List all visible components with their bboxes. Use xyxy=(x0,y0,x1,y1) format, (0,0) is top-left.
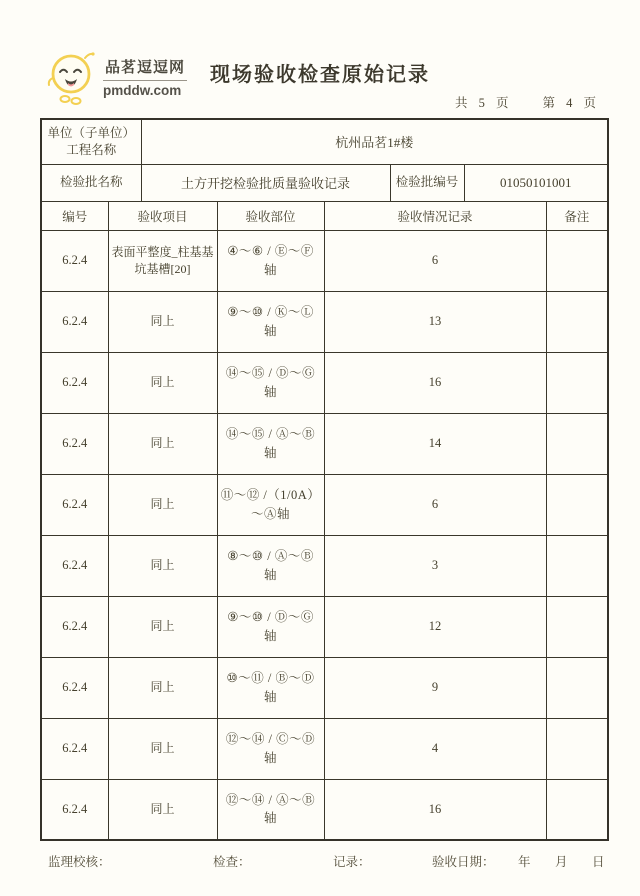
location-line2: ～Ⓐ轴 xyxy=(251,506,291,521)
row-record-cell: 16 xyxy=(324,352,546,413)
row-item-cell: 同上 xyxy=(108,657,217,718)
table-row xyxy=(41,779,608,840)
acceptance-date-label: 验收日期： xyxy=(432,855,495,869)
unit-name-row xyxy=(41,119,608,164)
page-number-info xyxy=(455,93,600,111)
row-record-cell: 9 xyxy=(324,657,546,718)
location-line1: ⑭～⑮ / Ⓐ～Ⓑ xyxy=(225,426,316,441)
location-line1: ④～⑥ / Ⓔ～Ⓕ xyxy=(227,243,314,258)
row-record-cell: 14 xyxy=(324,413,546,474)
row-item-cell: 同上 xyxy=(108,596,217,657)
location-line2: 轴 xyxy=(264,811,278,826)
row-location-cell xyxy=(217,718,324,779)
row-no-cell: 6.2.4 xyxy=(41,779,108,840)
unit-name-label xyxy=(41,119,141,164)
location-line1: ⑫～⑭ / Ⓒ～Ⓓ xyxy=(225,731,316,746)
location-line2: 轴 xyxy=(264,689,278,704)
row-item-cell: 同上 xyxy=(108,718,217,779)
table-row xyxy=(41,535,608,596)
supervisor-check-label: 监理校核： xyxy=(48,855,111,869)
row-location-cell xyxy=(217,413,324,474)
row-location-cell xyxy=(217,474,324,535)
current-page-label: 第 4 页 xyxy=(542,96,600,110)
table-row xyxy=(41,718,608,779)
row-remark-cell xyxy=(546,413,608,474)
row-item-cell: 同上 xyxy=(108,352,217,413)
row-no-cell: 6.2.4 xyxy=(41,352,108,413)
row-remark-cell xyxy=(546,596,608,657)
table-row xyxy=(41,474,608,535)
batch-no-label: 检验批编号 xyxy=(390,164,464,201)
row-record-cell: 3 xyxy=(324,535,546,596)
table-row xyxy=(41,657,608,718)
row-no-cell: 6.2.4 xyxy=(41,413,108,474)
signature-footer xyxy=(40,852,611,872)
location-line1: ⑨～⑩ / Ⓓ～Ⓖ xyxy=(227,609,314,624)
row-no-cell: 6.2.4 xyxy=(41,230,108,291)
location-line2: 轴 xyxy=(264,323,278,338)
row-no-cell: 6.2.4 xyxy=(41,535,108,596)
location-line2: 轴 xyxy=(264,262,278,277)
row-record-cell: 6 xyxy=(324,230,546,291)
total-pages-label: 共 5 页 xyxy=(454,96,513,110)
location-line2: 轴 xyxy=(264,628,278,643)
location-line1: ⑧～⑩ / Ⓐ～Ⓑ xyxy=(227,548,314,563)
table-row xyxy=(41,230,608,291)
location-line1: ⑪～⑫ /（1/0A） xyxy=(220,487,321,502)
row-remark-cell xyxy=(546,718,608,779)
col-header-item: 验收项目 xyxy=(108,201,217,230)
location-line1: ⑩～⑪ / Ⓑ～Ⓓ xyxy=(226,670,315,685)
location-line1: ⑭～⑮ / Ⓓ～Ⓖ xyxy=(225,365,316,380)
row-location-cell xyxy=(217,596,324,657)
row-record-cell: 12 xyxy=(324,596,546,657)
row-remark-cell xyxy=(546,291,608,352)
row-item-cell: 同上 xyxy=(108,474,217,535)
batch-no-value: 01050101001 xyxy=(464,164,608,201)
location-line1: ⑨～⑩ / Ⓚ～Ⓛ xyxy=(227,304,314,319)
row-remark-cell xyxy=(546,535,608,596)
table-row xyxy=(41,291,608,352)
row-record-cell: 13 xyxy=(324,291,546,352)
location-line2: 轴 xyxy=(264,445,278,460)
logo-site-url: pmddw.com xyxy=(103,83,182,98)
acceptance-date-value: 年 月 日 xyxy=(518,855,611,869)
row-record-cell: 6 xyxy=(324,474,546,535)
row-record-cell: 4 xyxy=(324,718,546,779)
record-table xyxy=(40,118,609,841)
row-item-cell: 同上 xyxy=(108,291,217,352)
col-header-no: 编号 xyxy=(41,201,108,230)
row-item-cell: 同上 xyxy=(108,413,217,474)
row-location-cell xyxy=(217,352,324,413)
location-line2: 轴 xyxy=(264,567,278,582)
batch-name-value: 土方开挖检验批质量验收记录 xyxy=(141,164,390,201)
table-row xyxy=(41,413,608,474)
col-header-remark: 备注 xyxy=(546,201,608,230)
row-no-cell: 6.2.4 xyxy=(41,657,108,718)
logo-site-name: 品茗逗逗网 xyxy=(103,56,187,81)
row-remark-cell xyxy=(546,352,608,413)
location-line1: ⑫～⑭ / Ⓐ～Ⓑ xyxy=(225,792,316,807)
row-remark-cell xyxy=(546,474,608,535)
row-no-cell: 6.2.4 xyxy=(41,474,108,535)
row-remark-cell xyxy=(546,657,608,718)
col-header-location: 验收部位 xyxy=(217,201,324,230)
inspector-label: 检查： xyxy=(213,855,251,869)
location-line2: 轴 xyxy=(264,750,278,765)
batch-name-label: 检验批名称 xyxy=(41,164,141,201)
row-item-cell: 表面平整度_柱基基坑基槽[20] xyxy=(108,230,217,291)
page-title: 现场验收检查原始记录 xyxy=(210,64,430,86)
column-header-row xyxy=(41,201,608,230)
row-location-cell xyxy=(217,535,324,596)
row-no-cell: 6.2.4 xyxy=(41,596,108,657)
row-item-cell: 同上 xyxy=(108,779,217,840)
row-no-cell: 6.2.4 xyxy=(41,718,108,779)
row-record-cell: 16 xyxy=(324,779,546,840)
row-no-cell: 6.2.4 xyxy=(41,291,108,352)
row-remark-cell xyxy=(546,779,608,840)
recorder-label: 记录： xyxy=(333,855,371,869)
row-location-cell xyxy=(217,291,324,352)
row-item-cell: 同上 xyxy=(108,535,217,596)
location-line2: 轴 xyxy=(264,384,278,399)
table-row xyxy=(41,352,608,413)
row-location-cell xyxy=(217,230,324,291)
row-remark-cell xyxy=(546,230,608,291)
unit-name-value: 杭州品茗1#楼 xyxy=(141,119,608,164)
col-header-record: 验收情况记录 xyxy=(324,201,546,230)
row-location-cell xyxy=(217,657,324,718)
unit-name-label-line2: 工程名称 xyxy=(66,142,117,157)
table-row xyxy=(41,596,608,657)
row-location-cell xyxy=(217,779,324,840)
unit-name-label-line1: 单位（子单位） xyxy=(47,125,136,140)
batch-name-row xyxy=(41,164,608,201)
